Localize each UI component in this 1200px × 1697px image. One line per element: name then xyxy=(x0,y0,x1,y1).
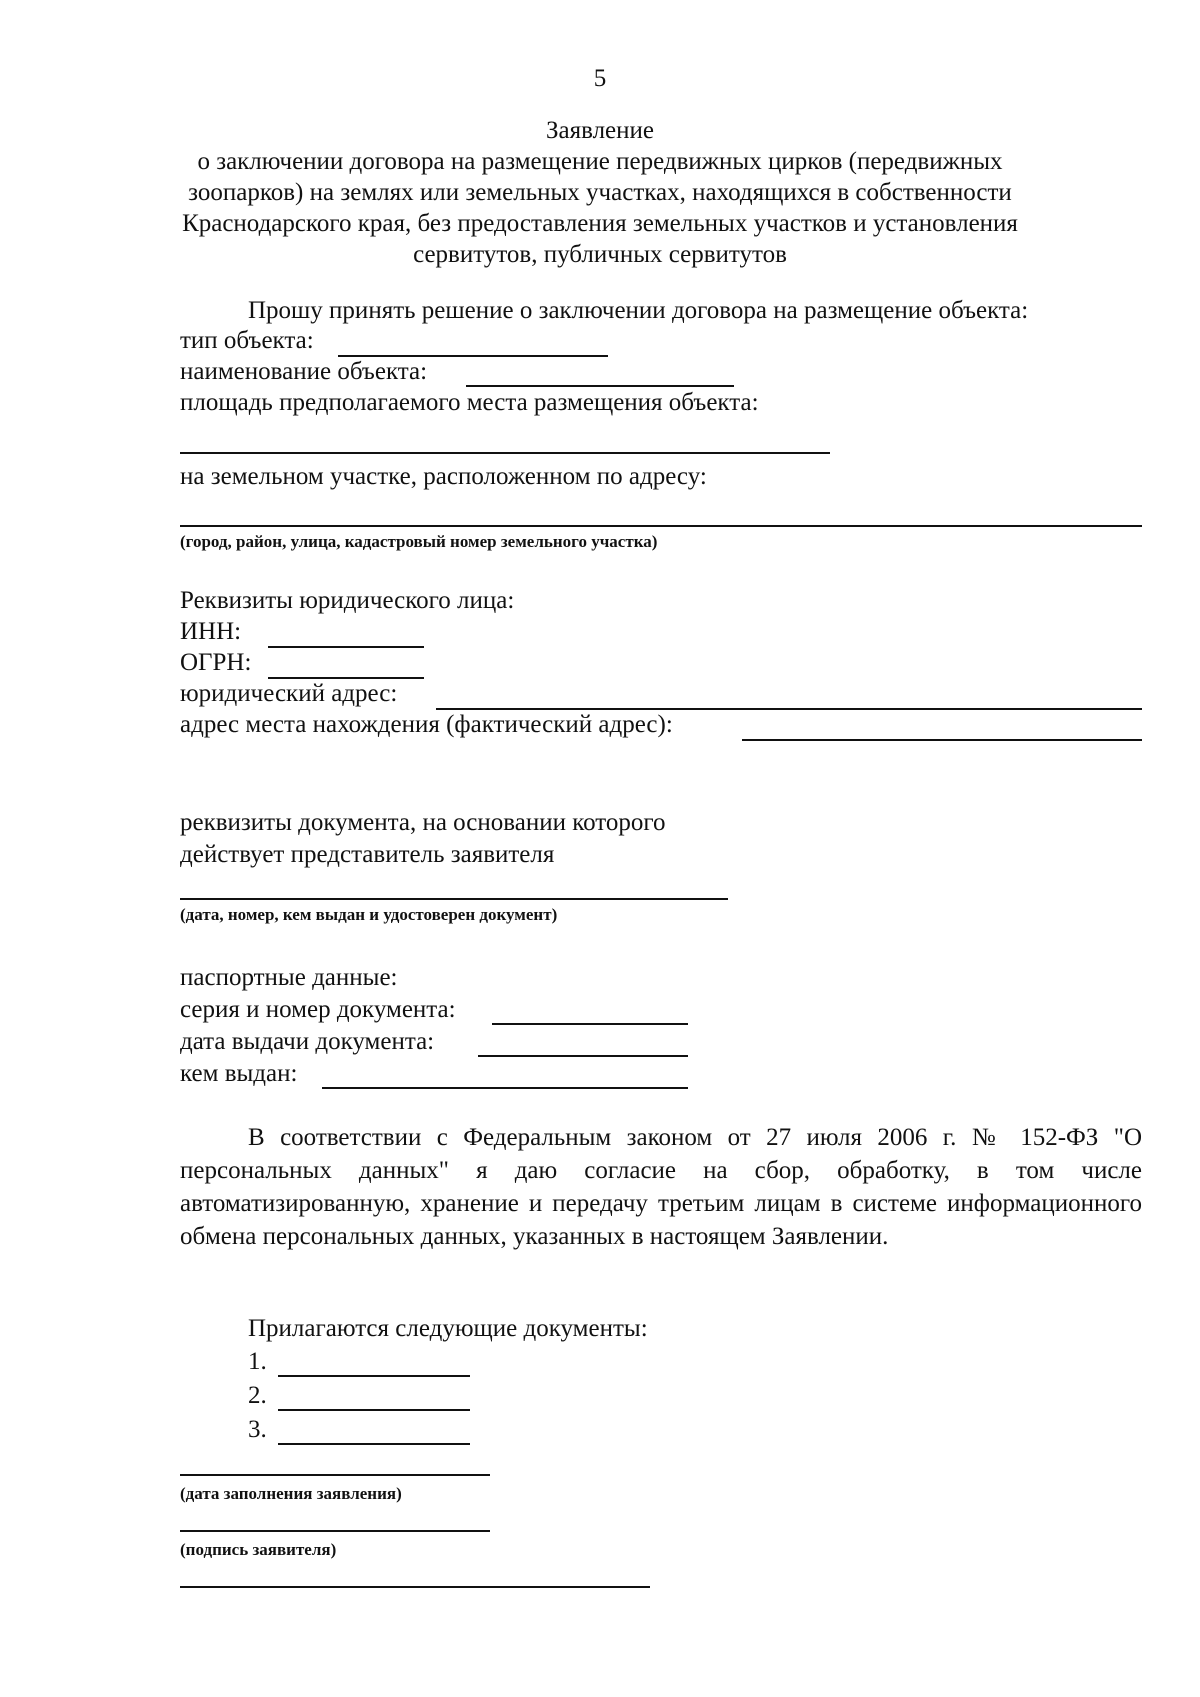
fill-date-field[interactable] xyxy=(180,1474,490,1476)
parcel-address-field[interactable] xyxy=(180,525,1142,527)
title-line-1: Заявление xyxy=(545,117,655,144)
attachment-number-3: 3. xyxy=(248,1416,267,1443)
object-name-field[interactable] xyxy=(466,385,734,387)
parcel-label: на земельном участке, расположенном по адресу: xyxy=(180,463,707,490)
passport-issued-by-field[interactable] xyxy=(322,1087,688,1089)
attachments-heading: Прилагаются следующие документы: xyxy=(248,1315,648,1342)
passport-issue-date-label: дата выдачи документа: xyxy=(180,1028,435,1055)
ogrn-label: ОГРН: xyxy=(180,649,252,676)
parcel-caption: (город, район, улица, кадастровый номер земельного участка) xyxy=(180,532,658,551)
representative-caption: (дата, номер, кем выдан и удостоверен документ) xyxy=(180,905,558,924)
passport-issue-date-field[interactable] xyxy=(478,1055,688,1057)
inn-field[interactable] xyxy=(268,646,424,648)
attachment-field-1[interactable] xyxy=(278,1375,470,1377)
object-type-label: тип объекта: xyxy=(180,327,314,354)
area-label: площадь предполагаемого места размещения объекта: xyxy=(180,389,759,416)
title-line-2: о заключении договора на размещение передвижных цирков (передвижных xyxy=(197,148,1003,175)
attachment-field-2[interactable] xyxy=(278,1409,470,1411)
object-name-label: наименование объекта: xyxy=(180,358,428,385)
request-intro: Прошу принять решение о заключении договора на размещение объекта: xyxy=(248,297,1029,324)
passport-heading: паспортные данные: xyxy=(180,964,398,991)
representative-document-field[interactable] xyxy=(180,898,728,900)
actual-address-label: адрес места нахождения (фактический адрес): xyxy=(180,711,673,738)
legal-address-label: юридический адрес: xyxy=(180,680,398,707)
consent-paragraph xyxy=(180,1121,1142,1253)
bottom-line xyxy=(180,1586,650,1588)
page-number: 5 xyxy=(593,65,607,92)
attachment-number-1: 1. xyxy=(248,1348,267,1375)
title-line-5: сервитутов, публичных сервитутов xyxy=(413,241,787,268)
area-field[interactable] xyxy=(180,452,830,454)
signature-caption: (подпись заявителя) xyxy=(180,1540,337,1559)
passport-issued-by-label: кем выдан: xyxy=(180,1060,298,1087)
passport-series-field[interactable] xyxy=(492,1023,688,1025)
representative-line-1: реквизиты документа, на основании которого xyxy=(180,809,666,836)
consent-text: В соответствии с Федеральным законом от 27 июля 2006 г. № 152-ФЗ "О персональных данных" я даю согласие на сбор, обработку, в том числе автоматизированную, хранение и передачу третьим лицам в системе информационного обмена персональных данных, указанных в настоящем Заявлении. xyxy=(180,1124,1142,1250)
legal-entity-heading: Реквизиты юридического лица: xyxy=(180,587,515,614)
actual-address-field[interactable] xyxy=(742,739,1142,741)
attachment-field-3[interactable] xyxy=(278,1443,470,1445)
title-line-3: зоопарков) на землях или земельных участках, находящихся в собственности xyxy=(188,179,1012,206)
passport-series-label: серия и номер документа: xyxy=(180,996,456,1023)
signature-field[interactable] xyxy=(180,1530,490,1532)
fill-date-caption: (дата заполнения заявления) xyxy=(180,1484,402,1503)
title-line-4: Краснодарского края, без предоставления земельных участков и установления xyxy=(182,210,1018,237)
representative-line-2: действует представитель заявителя xyxy=(180,841,555,868)
inn-label: ИНН: xyxy=(180,618,242,645)
attachment-number-2: 2. xyxy=(248,1382,267,1409)
